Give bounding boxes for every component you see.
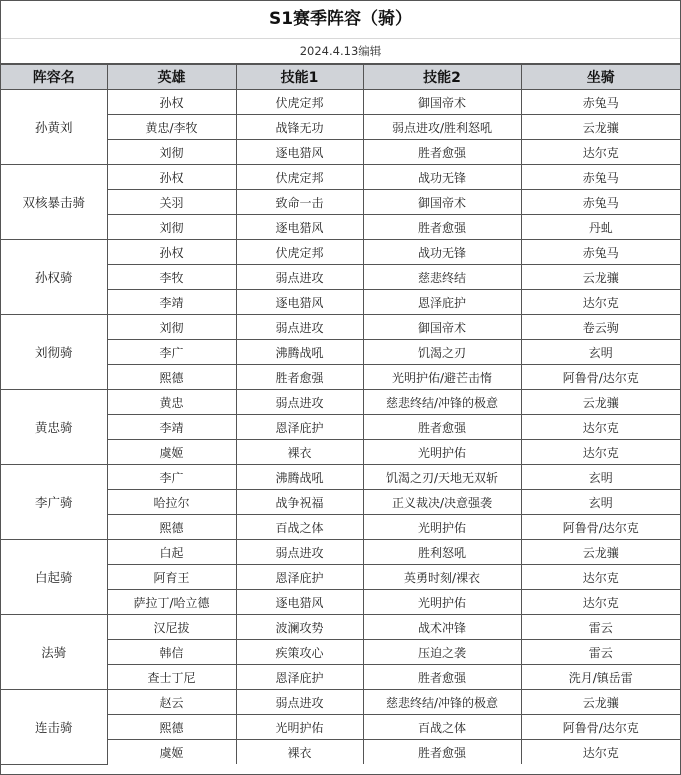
table-row	[1, 465, 680, 490]
table-header	[1, 65, 680, 90]
mount-cell: 洗月/镇岳雷	[521, 665, 680, 690]
mount-cell: 丹虬	[521, 215, 680, 240]
table-row	[1, 615, 680, 640]
skill-2-cell: 光明护佑	[363, 590, 521, 615]
mount-cell: 达尔克	[521, 590, 680, 615]
skill-2-cell: 胜者愈强	[363, 215, 521, 240]
hero-cell: 黄忠/李牧	[107, 115, 236, 140]
skill-1-cell: 伏虎定邦	[236, 90, 363, 115]
table-row	[1, 390, 680, 415]
header-skill-2: 技能2	[363, 65, 521, 90]
skill-1-cell: 沸腾战吼	[236, 340, 363, 365]
mount-cell: 玄明	[521, 490, 680, 515]
table-row	[1, 90, 680, 115]
skill-2-cell: 胜者愈强	[363, 665, 521, 690]
skill-1-cell: 逐电猎风	[236, 290, 363, 315]
mount-cell: 达尔克	[521, 565, 680, 590]
skill-2-cell: 慈悲终结/冲锋的极意	[363, 390, 521, 415]
skill-1-cell: 光明护佑	[236, 715, 363, 740]
skill-2-cell: 慈悲终结/冲锋的极意	[363, 690, 521, 715]
hero-cell: 李靖	[107, 415, 236, 440]
skill-1-cell: 弱点进攻	[236, 390, 363, 415]
hero-cell: 查士丁尼	[107, 665, 236, 690]
lineup-name-cell: 孙权骑	[1, 240, 107, 315]
mount-cell: 达尔克	[521, 415, 680, 440]
lineup-name-cell: 白起骑	[1, 540, 107, 615]
skill-2-cell: 胜者愈强	[363, 740, 521, 765]
lineup-name-cell: 孙黄刘	[1, 90, 107, 165]
hero-cell: 韩信	[107, 640, 236, 665]
mount-cell: 赤兔马	[521, 190, 680, 215]
hero-cell: 虞姬	[107, 440, 236, 465]
skill-2-cell: 饥渴之刃/天地无双斩	[363, 465, 521, 490]
skill-1-cell: 逐电猎风	[236, 215, 363, 240]
mount-cell: 云龙骧	[521, 540, 680, 565]
table-row	[1, 165, 680, 190]
lineup-name-cell: 刘彻骑	[1, 315, 107, 390]
hero-cell: 赵云	[107, 690, 236, 715]
hero-cell: 白起	[107, 540, 236, 565]
edit-date: 2024.4.13编辑	[1, 39, 680, 64]
skill-2-cell: 战功无锋	[363, 165, 521, 190]
table-row	[1, 315, 680, 340]
mount-cell: 达尔克	[521, 440, 680, 465]
hero-cell: 孙权	[107, 165, 236, 190]
skill-1-cell: 弱点进攻	[236, 315, 363, 340]
skill-2-cell: 胜者愈强	[363, 140, 521, 165]
mount-cell: 阿鲁骨/达尔克	[521, 515, 680, 540]
hero-cell: 李广	[107, 465, 236, 490]
skill-1-cell: 致命一击	[236, 190, 363, 215]
header-mount: 坐骑	[521, 65, 680, 90]
lineup-name-cell: 法骑	[1, 615, 107, 690]
skill-1-cell: 胜者愈强	[236, 365, 363, 390]
skill-2-cell: 光明护佑/避芒击惰	[363, 365, 521, 390]
skill-1-cell: 弱点进攻	[236, 540, 363, 565]
skill-1-cell: 逐电猎风	[236, 140, 363, 165]
hero-cell: 熙德	[107, 515, 236, 540]
skill-2-cell: 弱点进攻/胜利怒吼	[363, 115, 521, 140]
mount-cell: 达尔克	[521, 740, 680, 765]
lineup-table	[1, 64, 680, 765]
skill-1-cell: 逐电猎风	[236, 590, 363, 615]
mount-cell: 赤兔马	[521, 165, 680, 190]
header-hero: 英雄	[107, 65, 236, 90]
skill-1-cell: 百战之体	[236, 515, 363, 540]
mount-cell: 玄明	[521, 340, 680, 365]
skill-2-cell: 慈悲终结	[363, 265, 521, 290]
skill-1-cell: 战锋无功	[236, 115, 363, 140]
mount-cell: 玄明	[521, 465, 680, 490]
hero-cell: 李牧	[107, 265, 236, 290]
skill-2-cell: 英勇时刻/裸衣	[363, 565, 521, 590]
skill-1-cell: 弱点进攻	[236, 690, 363, 715]
mount-cell: 云龙骧	[521, 265, 680, 290]
lineup-name-cell: 连击骑	[1, 690, 107, 765]
header-row	[1, 65, 680, 90]
lineup-name-cell: 双核暴击骑	[1, 165, 107, 240]
skill-1-cell: 恩泽庇护	[236, 665, 363, 690]
skill-1-cell: 裸衣	[236, 740, 363, 765]
hero-cell: 孙权	[107, 240, 236, 265]
skill-2-cell: 御国帝术	[363, 90, 521, 115]
hero-cell: 黄忠	[107, 390, 236, 415]
skill-1-cell: 伏虎定邦	[236, 165, 363, 190]
table-body	[1, 90, 680, 765]
sheet-title: S1赛季阵容（骑）	[1, 1, 680, 39]
hero-cell: 汉尼拔	[107, 615, 236, 640]
skill-1-cell: 伏虎定邦	[236, 240, 363, 265]
mount-cell: 阿鲁骨/达尔克	[521, 715, 680, 740]
mount-cell: 云龙骧	[521, 115, 680, 140]
skill-2-cell: 御国帝术	[363, 190, 521, 215]
skill-2-cell: 光明护佑	[363, 440, 521, 465]
hero-cell: 刘彻	[107, 215, 236, 240]
hero-cell: 李广	[107, 340, 236, 365]
skill-1-cell: 弱点进攻	[236, 265, 363, 290]
mount-cell: 雷云	[521, 615, 680, 640]
skill-2-cell: 饥渴之刃	[363, 340, 521, 365]
skill-1-cell: 战争祝福	[236, 490, 363, 515]
skill-2-cell: 恩泽庇护	[363, 290, 521, 315]
mount-cell: 赤兔马	[521, 240, 680, 265]
skill-1-cell: 沸腾战吼	[236, 465, 363, 490]
mount-cell: 卷云驹	[521, 315, 680, 340]
hero-cell: 哈拉尔	[107, 490, 236, 515]
skill-2-cell: 百战之体	[363, 715, 521, 740]
table-row	[1, 540, 680, 565]
mount-cell: 云龙骧	[521, 690, 680, 715]
hero-cell: 萨拉丁/哈立德	[107, 590, 236, 615]
skill-1-cell: 波澜攻势	[236, 615, 363, 640]
hero-cell: 熙德	[107, 715, 236, 740]
mount-cell: 赤兔马	[521, 90, 680, 115]
skill-2-cell: 压迫之袭	[363, 640, 521, 665]
mount-cell: 阿鲁骨/达尔克	[521, 365, 680, 390]
lineup-name-cell: 李广骑	[1, 465, 107, 540]
mount-cell: 雷云	[521, 640, 680, 665]
skill-1-cell: 裸衣	[236, 440, 363, 465]
hero-cell: 刘彻	[107, 315, 236, 340]
lineup-name-cell: 黄忠骑	[1, 390, 107, 465]
mount-cell: 达尔克	[521, 290, 680, 315]
table-row	[1, 690, 680, 715]
skill-2-cell: 胜利怒吼	[363, 540, 521, 565]
hero-cell: 孙权	[107, 90, 236, 115]
skill-2-cell: 胜者愈强	[363, 415, 521, 440]
skill-1-cell: 恩泽庇护	[236, 565, 363, 590]
mount-cell: 云龙骧	[521, 390, 680, 415]
skill-2-cell: 战功无锋	[363, 240, 521, 265]
hero-cell: 熙德	[107, 365, 236, 390]
skill-2-cell: 光明护佑	[363, 515, 521, 540]
table-row	[1, 240, 680, 265]
skill-2-cell: 正义裁决/决意强袭	[363, 490, 521, 515]
header-lineup-name: 阵容名	[1, 65, 107, 90]
hero-cell: 李靖	[107, 290, 236, 315]
skill-2-cell: 御国帝术	[363, 315, 521, 340]
hero-cell: 刘彻	[107, 140, 236, 165]
hero-cell: 关羽	[107, 190, 236, 215]
skill-2-cell: 战术冲锋	[363, 615, 521, 640]
skill-1-cell: 恩泽庇护	[236, 415, 363, 440]
hero-cell: 虞姬	[107, 740, 236, 765]
skill-1-cell: 疾策攻心	[236, 640, 363, 665]
mount-cell: 达尔克	[521, 140, 680, 165]
hero-cell: 阿育王	[107, 565, 236, 590]
header-skill-1: 技能1	[236, 65, 363, 90]
